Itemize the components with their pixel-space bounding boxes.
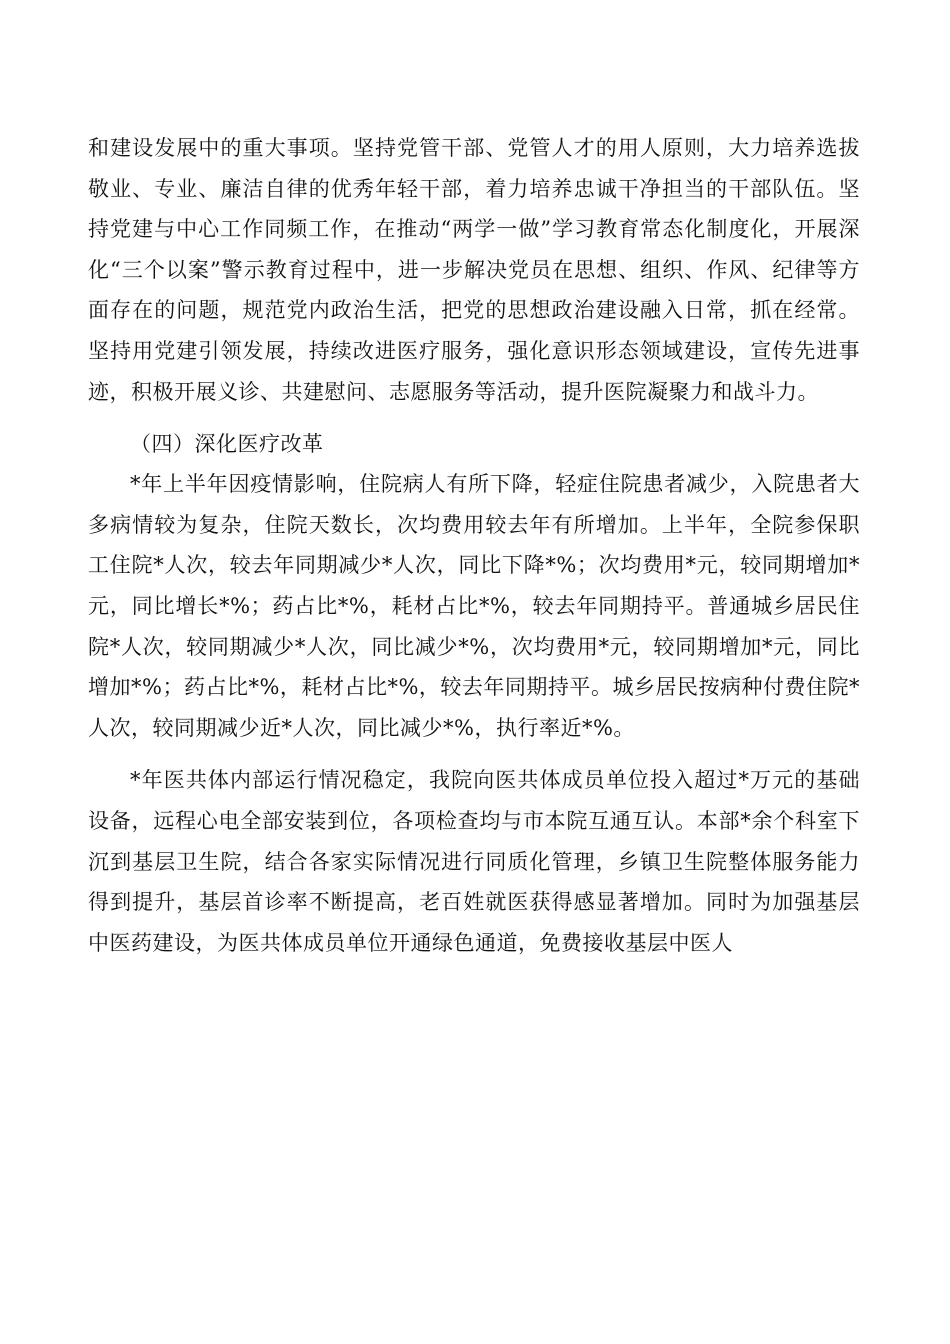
paragraph-medical-community: *年医共体内部运行情况稳定，我院向医共体成员单位投入超过*万元的基础设备，远程心电全部安装到位，各项检查均与市本院互通互认。本部*余个科室下沉到基层卫生院，结合各家实际情况进行同质化管理，乡镇卫生院整体服务能力得到提升，基层首诊率不断提高，老百姓就医获得感显著增加。同时为加强基层中医药建设，为医共体成员单位开通绿色通道，免费接收基层中医人 — [88, 768, 860, 955]
section-heading: （四）深化医疗改革 — [130, 432, 324, 457]
document-page — [88, 128, 860, 963]
paragraph-hospitalization-stats: *年上半年因疫情影响，住院病人有所下降，轻症住院患者减少，入院患者大多病情较为复杂，住院天数长，次均费用较去年有所增加。上半年，全院参保职工住院*人次，较去年同期减少*人次，同比下降*%；次均费用*元，较同期增加*元，同比增长*%；药占比*%，耗材占比*%，较去年同期持平。普通城乡居民住院*人次，较同期减少*人次，同比减少*%，次均费用*元，较同期增加*元，同比增加*%；药占比*%，耗材占比*%，较去年同期持平。城乡居民按病种付费住院*人次，较同期减少近*人次，同比减少*%，执行率近*%。 — [88, 472, 860, 740]
paragraph-party-building: 和建设发展中的重大事项。坚持党管干部、党管人才的用人原则，大力培养选拔敬业、专业、廉洁自律的优秀年轻干部，着力培养忠诚干净担当的干部队伍。坚持党建与中心工作同频工作，在推动“两学一做”学习教育常态化制度化，开展深化“三个以案”警示教育过程中，进一步解决党员在思想、组织、作风、纪律等方面存在的问题，规范党内政治生活，把党的思想政治建设融入日常，抓在经常。坚持用党建引领发展，持续改进医疗服务，强化意识形态领域建设，宣传先进事迹，积极开展义诊、共建慰问、志愿服务等活动，提升医院凝聚力和战斗力。 — [88, 136, 860, 404]
